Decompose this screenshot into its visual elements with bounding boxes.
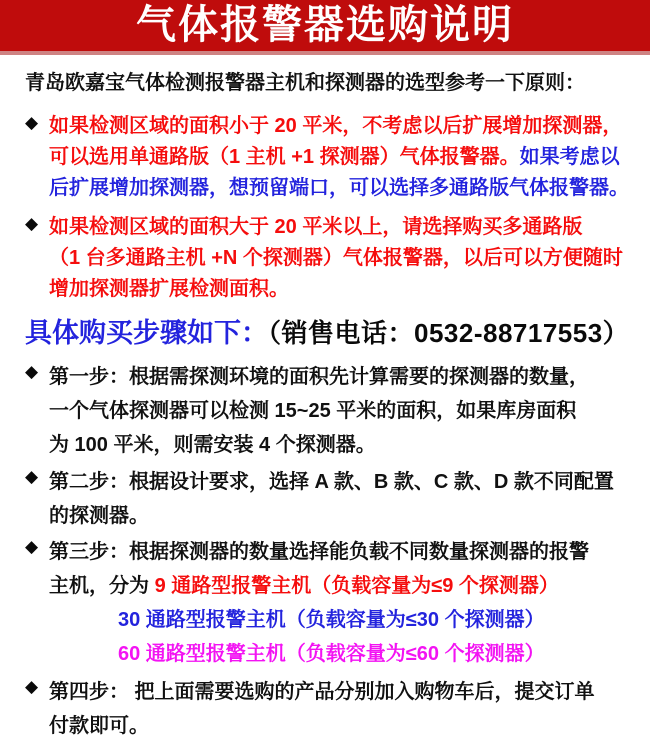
host-option-9ch: 9 通路型报警主机（负载容量为≤9 个探测器） <box>154 575 559 597</box>
principle-1-line-1: 如果检测区域的面积小于 20 平米，不考虑以后扩展增加探测器， <box>49 115 623 137</box>
principle-2-line-2: （1 台多通路主机 +N 个探测器）气体报警器，以后可以方便随时 <box>49 247 623 269</box>
purchase-steps-heading-label: 具体购买步骤如下： <box>25 318 268 348</box>
step-2-line-1: 第二步：根据设计要求，选择 A 款、B 款、C 款、D 款不同配置 <box>49 471 614 493</box>
diamond-bullet-icon: ◆ <box>25 113 39 132</box>
host-option-60ch: 60 通路型报警主机（负载容量为≤60 个探测器） <box>118 643 545 665</box>
step-3-line-2 <box>49 569 628 603</box>
principle-2 <box>25 212 628 305</box>
header-banner <box>0 0 650 51</box>
step-1-line-2: 一个气体探测器可以检测 15~25 平米的面积，如果库房面积 <box>49 400 577 422</box>
step-2 <box>25 465 628 533</box>
step-4-line-1: 第四步： 把上面需要选购的产品分别加入购物车后，提交订单 <box>49 681 595 703</box>
diamond-bullet-icon: ◆ <box>25 677 39 696</box>
step-3-line-2-black: 主机，分为 <box>49 575 155 597</box>
principle-1-line-2-red: 可以选用单通路版（1 主机 +1 探测器）气体报警器。 <box>49 146 520 168</box>
principle-1 <box>25 111 628 204</box>
host-option-30ch: 30 通路型报警主机（负载容量为≤30 个探测器） <box>118 609 545 631</box>
diamond-bullet-icon: ◆ <box>25 214 39 233</box>
step-4-line-2: 付款即可。 <box>49 715 149 737</box>
steps-list <box>25 360 628 741</box>
step-4 <box>25 675 628 741</box>
step-2-line-2: 的探测器。 <box>49 505 149 527</box>
diamond-bullet-icon: ◆ <box>25 537 39 556</box>
step-1 <box>25 360 628 462</box>
step-1-line-3: 为 100 平米，则需安装 4 个探测器。 <box>49 434 376 456</box>
diamond-bullet-icon: ◆ <box>25 467 39 486</box>
step-3-line-1: 第三步：根据探测器的数量选择能负载不同数量探测器的报警 <box>49 541 589 563</box>
principle-1-line-2-blue: 如果考虑以 <box>519 146 620 168</box>
intro-text: 青岛欧嘉宝气体检测报警器主机和探测器的选型参考一下原则： <box>25 72 585 94</box>
principle-2-line-3: 增加探测器扩展检测面积。 <box>49 278 289 300</box>
purchase-steps-heading <box>25 314 628 355</box>
principle-1-line-2 <box>49 142 628 173</box>
content <box>0 55 650 741</box>
page-title: 气体报警器选购说明 <box>136 3 514 47</box>
principle-2-line-1: 如果检测区域的面积大于 20 平米以上，请选择购买多通路版 <box>49 216 583 238</box>
step-1-line-1: 第一步：根据需探测环境的面积先计算需要的探测器的数量， <box>49 366 589 388</box>
sales-phone: （销售电话：0532-88717553） <box>268 318 630 348</box>
principle-1-line-3: 后扩展增加探测器，想预留端口，可以选择多通路版气体报警器。 <box>49 177 629 199</box>
step-3 <box>25 535 628 671</box>
diamond-bullet-icon: ◆ <box>25 362 39 381</box>
